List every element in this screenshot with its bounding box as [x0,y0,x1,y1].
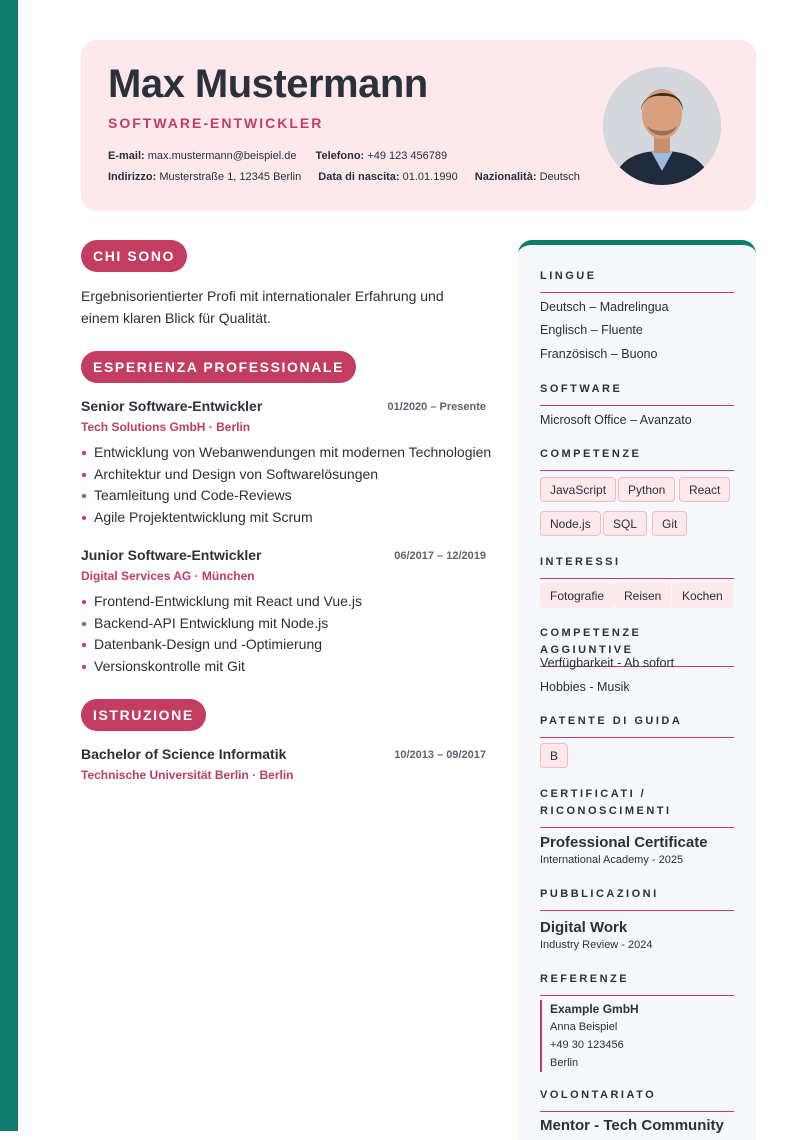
skill-tag: JavaScript [540,477,616,502]
skills-heading: COMPETENZE [540,446,734,471]
software-heading: SOFTWARE [540,381,734,406]
additional-item: Hobbies - Musik [540,680,630,694]
reference-person: Anna Beispiel [550,1021,618,1033]
interest-tag: Fotografie [540,583,614,608]
contact-nationality: Nazionalità: Deutsch [474,171,580,183]
contact-address: Indirizzo: Musterstraße 1, 12345 Berlin [108,171,302,183]
section-about-heading: CHI SONO [81,240,187,272]
skill-tag: React [679,477,730,502]
certificate-subtitle: International Academy - 2025 [540,854,684,866]
volunteering-title: Mentor - Tech Community [540,1117,724,1134]
software-item: Microsoft Office – Avanzato [540,413,692,427]
list-item: Versionskontrolle mit Git [81,656,362,678]
about-text: Ergebnisorientierter Profi mit internationaler Erfahrung und einem klaren Blick für Qualität. [81,288,444,326]
section-experience-heading: ESPERIENZA PROFESSIONALE [81,351,356,383]
list-item: Frontend-Entwicklung mit React und Vue.js [81,591,362,613]
profile-photo [603,67,721,185]
skill-tag: Node.js [540,511,601,536]
full-name: Max Mustermann [108,62,428,106]
driving-license-heading: PATENTE DI GUIDA [540,713,734,738]
contact-phone: Telefono: +49 123 456789 [315,150,448,162]
job-2-date: 06/2017 – 12/2019 [394,550,486,562]
contact-email: E-mail: max.mustermann@beispiel.de [108,150,297,162]
contact-row-2 [108,171,594,183]
certificate-title: Professional Certificate [540,834,708,851]
job-1-company: Tech Solutions GmbH · Berlin [81,420,251,434]
contact-birthdate: Data di nascita: 01.01.1990 [318,171,458,183]
education-1-school: Technische Universität Berlin · Berlin [81,768,294,782]
list-item: Entwicklung von Webanwendungen mit modernen Technologien [81,442,491,464]
job-title: SOFTWARE-ENTWICKLER [108,115,324,131]
additional-skills-heading: COMPETENZE AGGIUNTIVE [540,625,734,667]
certificates-heading: CERTIFICATI / RICONOSCIMENTI [540,786,734,828]
publication-subtitle: Industry Review - 2024 [540,939,653,951]
publication-title: Digital Work [540,919,628,936]
languages-heading: LINGUE [540,268,734,293]
reference-card [540,1000,730,1072]
skill-tag: Git [652,511,687,536]
list-item: Teamleitung und Code-Reviews [81,485,491,507]
publications-heading: PUBBLICAZIONI [540,886,734,911]
list-item: Datenbank-Design und -Optimierung [81,634,362,656]
skill-tag: SQL [603,511,647,536]
education-1-date: 10/2013 – 09/2017 [394,749,486,761]
language-item: Englisch – Fluente [540,323,643,337]
language-item: Französisch – Buono [540,347,658,361]
volunteering-heading: VOLONTARIATO [540,1087,734,1112]
skill-tag: Python [618,477,675,502]
interest-tag: Reisen [614,583,671,608]
license-tag: B [540,743,568,768]
interest-tag: Kochen [672,583,733,608]
section-education-heading: ISTRUZIONE [81,699,206,731]
person-portrait-icon [603,67,721,185]
job-2-company: Digital Services AG · München [81,569,255,583]
education-1-title: Bachelor of Science Informatik [81,746,287,762]
list-item: Backend-API Entwicklung mit Node.js [81,613,362,635]
references-heading: REFERENZE [540,971,734,996]
left-accent-bar [0,0,18,1131]
reference-phone: +49 30 123456 [550,1039,624,1051]
reference-city: Berlin [550,1057,579,1069]
contact-row-1 [108,150,461,162]
interests-heading: INTERESSI [540,554,734,579]
list-item: Architektur und Design von Softwarelösungen [81,464,491,486]
job-2-bullets [81,591,362,678]
language-item: Deutsch – Madrelingua [540,300,669,314]
additional-item: Verfügbarkeit - Ab sofort [540,656,675,670]
list-item: Agile Projektentwicklung mit Scrum [81,507,491,529]
job-1-bullets [81,442,491,529]
job-2-title: Junior Software-Entwickler [81,547,262,563]
reference-company: Example GmbH [550,1002,639,1016]
job-1-date: 01/2020 – Presente [387,401,486,413]
job-1-title: Senior Software-Entwickler [81,398,263,414]
profile-header [81,40,756,211]
